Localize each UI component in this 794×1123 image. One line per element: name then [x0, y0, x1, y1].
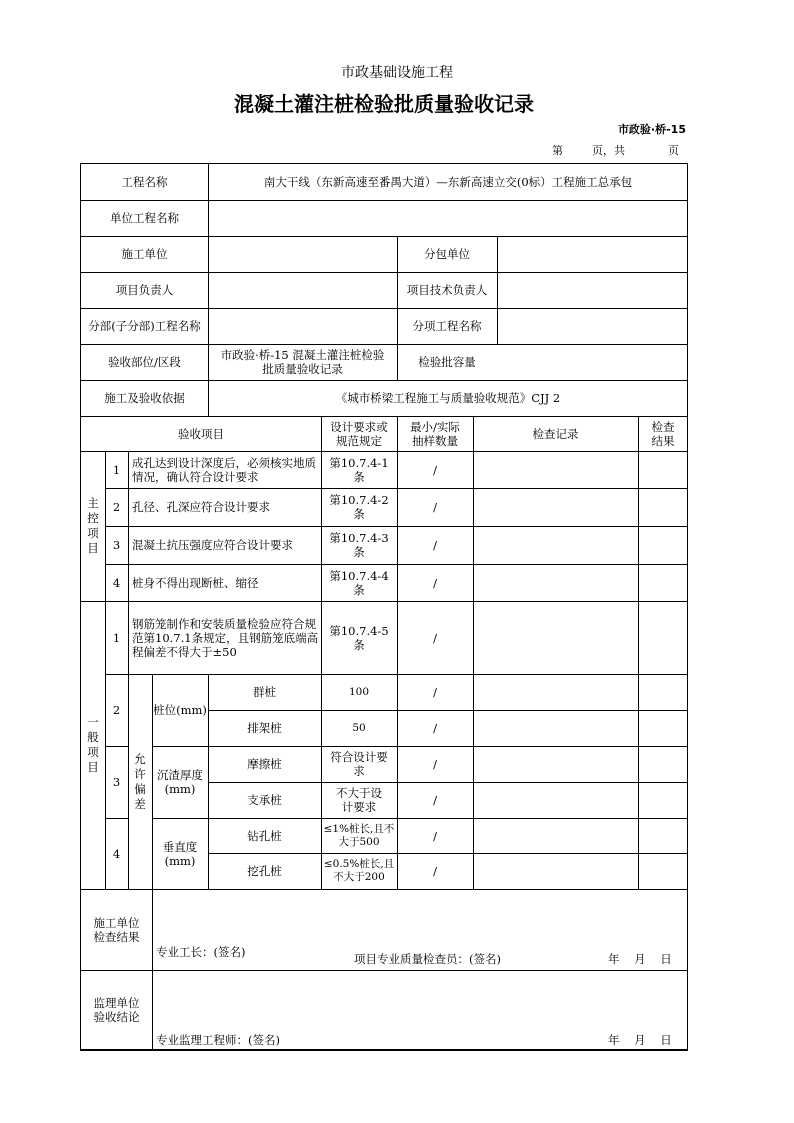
page-label-1: 第	[552, 144, 563, 157]
page-label-3: 页	[668, 144, 679, 157]
document-subtitle: 市政基础设施工程	[341, 65, 453, 81]
sub-item-req: ≤0.5%桩长,且不大于200	[323, 858, 395, 883]
grid-line	[497, 236, 498, 344]
main-row-no: 4	[112, 575, 121, 590]
verticality-label: 垂直度(mm)	[162, 839, 198, 868]
general-group-label: 一般项目	[87, 715, 99, 774]
unit-project-value	[208, 200, 688, 236]
sediment-thickness-label: 沉渣厚度(mm)	[157, 768, 203, 796]
project-name-label: 工程名称	[121, 175, 168, 189]
basis-label: 施工及验收依据	[104, 391, 185, 405]
sub-item-req: ≤1%桩长,且不大于500	[323, 822, 395, 848]
division-label: 分部(子分部)工程名称	[88, 319, 201, 333]
sub-item-name: 钻孔桩	[247, 828, 282, 843]
sub-item-sample: /	[433, 757, 437, 771]
construction-date: 年 月 日	[608, 952, 672, 966]
sub-item-sample: /	[433, 721, 437, 735]
sub-item-sample: /	[433, 828, 437, 843]
supervision-date: 年 月 日	[608, 1033, 672, 1047]
general-row-no: 3	[112, 775, 121, 789]
basis-value: 《城市桥梁工程施工与质量验收规范》CJJ 2	[335, 391, 561, 405]
sub-item-req: 50	[352, 721, 366, 734]
general-row-no: 4	[112, 846, 121, 861]
acceptance-part-label: 验收部位/区段	[108, 355, 181, 369]
batch-capacity-label: 检验批容量	[418, 355, 476, 369]
main-row-sample: /	[433, 538, 437, 552]
project-manager-label: 项目负责人	[115, 283, 174, 297]
sub-item-name: 支承桩	[247, 793, 282, 807]
main-row-text: 成孔达到设计深度后，必须核实地质情况，确认符合设计要求	[132, 455, 316, 484]
main-row-text: 混凝土抗压强度应符合设计要求	[132, 538, 293, 552]
supervisor-signature: 专业监理工程师：(签名)	[156, 1033, 280, 1047]
main-row-req: 第10.7.4-2条	[329, 493, 389, 521]
main-row-req: 第10.7.4-4条	[329, 568, 389, 597]
item-header: 验收项目	[178, 426, 224, 441]
subitem-label: 分项工程名称	[412, 319, 482, 333]
sub-item-name: 摩擦桩	[247, 757, 282, 771]
grid-line	[81, 889, 688, 890]
general-row-sample: /	[433, 630, 437, 645]
main-row-no: 3	[112, 538, 121, 552]
main-row-no: 2	[112, 500, 121, 514]
grid-line	[473, 416, 474, 889]
allowable-deviation-label: 允许偏差	[134, 751, 146, 811]
sub-item-sample: /	[433, 793, 437, 807]
form-code: 市政验·桥-15	[617, 123, 686, 136]
sample-header: 最小/实际抽样数量	[410, 419, 460, 448]
main-row-sample: /	[433, 500, 437, 514]
page-label-2: 页，共	[592, 144, 625, 157]
supervision-conclusion-label: 监理单位验收结论	[93, 996, 140, 1024]
pile-position-label: 桩位(mm)	[153, 703, 207, 717]
grid-line	[638, 416, 639, 889]
general-row-no: 1	[112, 630, 121, 645]
construction-check-label: 施工单位检查结果	[93, 915, 140, 944]
quality-inspector-signature: 项目专业质量检查员：(签名)	[354, 952, 501, 966]
sub-item-sample: /	[433, 864, 437, 878]
main-row-req: 第10.7.4-1条	[329, 455, 389, 484]
main-row-no: 1	[112, 462, 121, 477]
record-header: 检查记录	[532, 426, 579, 441]
subcontract-unit-label: 分包单位	[424, 247, 470, 261]
construction-unit-label: 施工单位	[121, 247, 168, 261]
sub-item-name: 排架桩	[247, 721, 282, 735]
project-name-value: 南大干线（东新高速至番禺大道）—东新高速立交(0标）工程施工总承包	[263, 175, 633, 189]
general-row-req: 第10.7.4-5条	[329, 623, 389, 652]
unit-project-label: 单位工程名称	[110, 211, 179, 225]
general-row-no: 2	[112, 703, 121, 717]
main-row-text: 孔径、孔深应符合设计要求	[132, 500, 270, 514]
sub-item-name: 群桩	[253, 685, 276, 699]
main-row-sample: /	[433, 462, 437, 477]
main-row-sample: /	[433, 575, 437, 590]
main-row-req: 第10.7.4-3条	[329, 531, 389, 559]
document-title: 混凝土灌注桩检验批质量验收记录	[234, 92, 534, 116]
sub-item-name: 挖孔桩	[247, 864, 282, 878]
result-header: 检查结果	[651, 419, 675, 448]
sub-item-req: 符合设计要求	[330, 750, 388, 778]
foreman-signature: 专业工长：(签名)	[156, 945, 246, 959]
general-row-text: 钢筋笼制作和安装质量检验应符合规范第10.7.1条规定，且钢筋笼底端高程偏差不得大于±50	[132, 616, 319, 659]
main-row-text: 桩身不得出现断桩、缩径	[132, 575, 259, 590]
page-indicator	[552, 142, 679, 158]
grid-line	[81, 970, 688, 971]
sub-item-req: 不大于设计要求	[336, 786, 382, 814]
sub-item-req: 100	[348, 685, 370, 698]
acceptance-part-value: 市政验·桥-15 混凝土灌注桩检验批质量验收记录	[220, 348, 385, 376]
sub-item-sample: /	[433, 685, 437, 699]
main-control-group-label: 主控项目	[87, 496, 99, 555]
design-req-header: 设计要求或规范规定	[330, 419, 388, 448]
tech-manager-label: 项目技术负责人	[406, 283, 488, 297]
